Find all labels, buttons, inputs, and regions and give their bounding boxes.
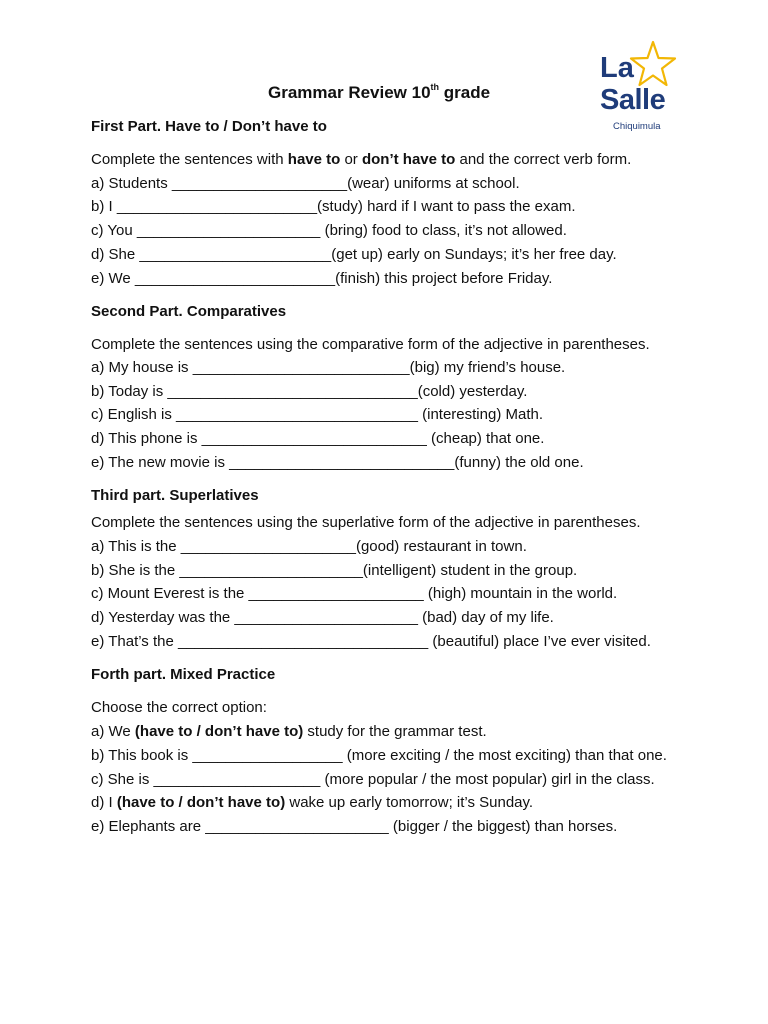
part4-item-d	[91, 794, 533, 812]
part4-item-b: b) This book is __________________ (more exciting / the most exciting) than that one.	[91, 747, 667, 764]
part2-item-b: b) Today is ______________________________(cold) yesterday.	[91, 383, 528, 400]
item-options: (have to / don’t have to)	[134, 723, 304, 740]
part3-item-b: b) She is the ______________________(intelligent) student in the group.	[91, 562, 578, 579]
part2-item-a: a) My house is __________________________(big) my friend’s house.	[91, 359, 566, 376]
title-tail: grade	[439, 83, 491, 102]
logo-city: Chiquimula	[613, 121, 661, 132]
title-main: Grammar Review 10	[268, 83, 431, 102]
page-title	[268, 82, 490, 103]
part4-item-e: e) Elephants are ______________________ (bigger / the biggest) than horses.	[91, 818, 618, 835]
part4-item-a	[91, 723, 487, 741]
instruction-text: and the correct verb form.	[455, 151, 632, 168]
part2-instruction: Complete the sentences using the comparative form of the adjective in parentheses.	[91, 336, 650, 353]
school-logo	[598, 40, 680, 132]
logo-text-la: La	[600, 52, 634, 84]
part3-heading: Third part. Superlatives	[91, 487, 259, 504]
instruction-bold: don’t have to	[361, 151, 456, 168]
part3-item-a: a) This is the _____________________(good) restaurant in town.	[91, 538, 527, 555]
logo-text-salle: Salle	[600, 84, 666, 116]
part2-item-c: c) English is _____________________________ (interesting) Math.	[91, 406, 543, 423]
instruction-text: or	[340, 151, 362, 168]
part1-heading: First Part. Have to / Don’t have to	[91, 118, 327, 135]
part1-instruction	[91, 151, 631, 169]
part1-item-c: c) You ______________________ (bring) food to class, it’s not allowed.	[91, 222, 567, 239]
part1-item-b: b) I ________________________(study) hard if I want to pass the exam.	[91, 198, 576, 215]
part2-item-e: e) The new movie is ___________________________(funny) the old one.	[91, 454, 584, 471]
part1-item-a: a) Students _____________________(wear) uniforms at school.	[91, 175, 520, 192]
part4-item-c: c) She is ____________________ (more popular / the most popular) girl in the class.	[91, 771, 655, 788]
part2-heading: Second Part. Comparatives	[91, 303, 287, 320]
part4-instruction: Choose the correct option:	[91, 699, 267, 716]
title-superscript: th	[430, 82, 440, 92]
part3-item-c: c) Mount Everest is the _____________________ (high) mountain in the world.	[91, 585, 618, 602]
item-text: study for the grammar test.	[303, 723, 487, 740]
part4-heading: Forth part. Mixed Practice	[91, 666, 276, 683]
part3-item-d: d) Yesterday was the ______________________ (bad) day of my life.	[91, 609, 554, 626]
instruction-bold: have to	[287, 151, 341, 168]
item-text: a) We	[91, 723, 135, 740]
part1-item-e: e) We ________________________(finish) this project before Friday.	[91, 270, 553, 287]
part1-item-d: d) She _______________________(get up) early on Sundays; it’s her free day.	[91, 246, 617, 263]
part3-instruction: Complete the sentences using the superlative form of the adjective in parentheses.	[91, 514, 641, 531]
part3-item-e: e) That’s the ______________________________ (beautiful) place I’ve ever visited.	[91, 633, 651, 650]
item-text: d) I	[91, 794, 117, 811]
instruction-text: Complete the sentences with	[91, 151, 288, 168]
item-text: wake up early tomorrow; it’s Sunday.	[285, 794, 534, 811]
part2-item-d: d) This phone is ___________________________ (cheap) that one.	[91, 430, 545, 447]
item-options: (have to / don’t have to)	[116, 794, 286, 811]
